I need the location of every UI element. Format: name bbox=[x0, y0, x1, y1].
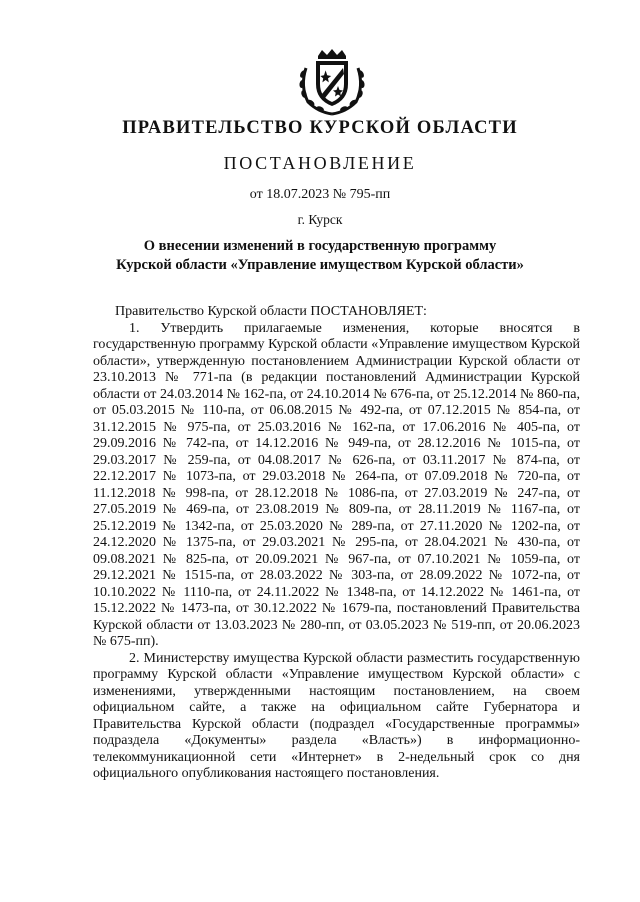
document-type: ПОСТАНОВЛЕНИЕ bbox=[223, 153, 417, 173]
document-subject bbox=[0, 237, 640, 275]
document-body bbox=[93, 304, 580, 783]
coat-of-arms-icon bbox=[294, 48, 370, 116]
government-title: ПРАВИТЕЛЬСТВО КУРСКОЙ ОБЛАСТИ bbox=[122, 118, 518, 138]
document-date-number: от 18.07.2023 № 795-пп bbox=[249, 187, 391, 202]
body-paragraph-1: 1. Утвердить прилагаемые изменения, которые вносятся в государственную программу Курской области «Управление имуществом Курской области», утвержденную постановлением Администрации Курской области от 23.10.2013 № 771-па (в редакции постановлений Администрации Курской области от 24.03.2014 № 162-па, от 24.10.2014 № 676-па, от 25.12.2014 № 860-па, от 05.03.2015 № 110-па, от 06.08.2015 № 492-па, от 07.12.2015 № 854-па, от 31.12.2015 № 975-па, от 25.03.2016 № 162-па, от 17.06.2016 № 405-па, от 29.09.2016 № 742-па, от 14.12.2016 № 949-па, от 28.12.2016 № 1015-па, от 29.03.2017 № 259-па, от 04.08.2017 № 626-па, от 03.11.2017 № 874-па, от 22.12.2017 № 1073-па, от 29.03.2018 № 264-па, от 07.09.2018 № 720-па, от 11.12.2018 № 998-па, от 28.12.2018 № 1086-па, от 27.03.2019 № 247-па, от 27.05.2019 № 469-па, от 23.08.2019 № 809-па, от 28.11.2019 № 1167-па, от 25.12.2019 № 1342-па, от 25.03.2020 № 289-па, от 27.11.2020 № 1202-па, от 24.12.2020 № 1375-па, от 29.03.2021 № 295-па, от 28.04.2021 № 430-па, от 09.08.2021 № 825-па, от 20.09.2021 № 967-па, от 07.10.2021 № 1059-па, от 29.12.2021 № 1515-па, от 28.03.2022 № 303-па, от 28.09.2022 № 1072-па, от 10.10.2022 № 1110-па, от 24.11.2022 № 1348-па, от 14.12.2022 № 1461-па, от 15.12.2022 № 1473-па, от 30.12.2022 № 1679-па, постановлений Правительства Курской области от 13.03.2023 № 280-пп, от 03.05.2023 № 519-пп, от 20.06.2023 № 675-пп). bbox=[93, 320, 580, 649]
body-paragraph-2: 2. Министерству имущества Курской области разместить государственную программу Курской области «Управление имуществом Курской области» с изменениями, утвержденными настоящим постановлением, на своем официальном сайте, а также на официальном сайте Губернатора и Правительства Курской области (подраздел «Государственные программы» подраздела «Документы» раздела «Власть») в информационно-телекоммуникационной сети «Интернет» в 2-недельный срок со дня официального опубликования настоящего постановления. bbox=[93, 650, 580, 781]
document-city: г. Курск bbox=[297, 212, 343, 227]
subject-line-2: Курской области «Управление имуществом Курской области» bbox=[116, 257, 524, 273]
body-lead: Правительство Курской области ПОСТАНОВЛЯЕТ: bbox=[115, 304, 427, 319]
subject-line-1: О внесении изменений в государственную программу bbox=[143, 238, 497, 254]
